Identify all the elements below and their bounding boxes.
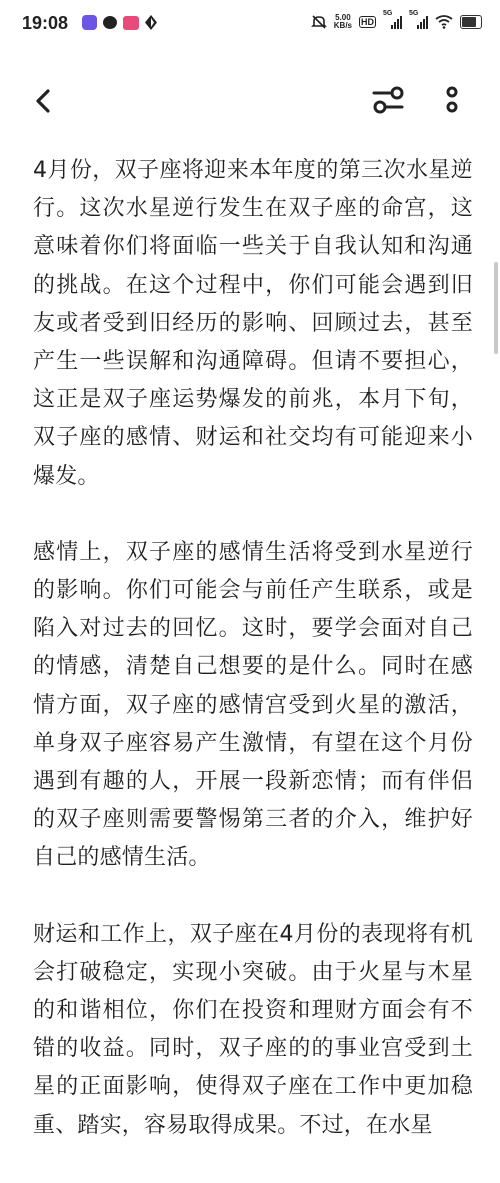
sliders-icon [368,82,408,118]
notification-icons [82,15,157,30]
cell-signal-2-icon [409,10,428,29]
shopping-app-icon [123,16,139,30]
network-speed-value: 5.00 [335,13,351,22]
network-speed-unit: KB/s [333,21,352,30]
article-body [33,152,473,1183]
display-settings-button[interactable] [368,82,408,118]
status-time: 19:08 [22,13,69,33]
scrollbar-thumb[interactable] [494,262,498,354]
more-vertical-icon [438,82,466,118]
app-notification-icon [82,15,97,30]
article-paragraph: 4月份，双子座将迎来本年度的第三次水星逆行。这次水星逆行发生在双子座的命宫，这意味着你们将面临一些关于自我认知和沟通的挑战。在这个过程中，你们可能会遇到旧友或者受到旧经历的影响、回顾过去，甚至产生一些误解和沟通障碍。但请不要担心，这正是双子座运势爆发的前兆，本月下旬，双子座的感情、财运和社交均有可能迎来小爆发。 [33,158,473,489]
message-icon [103,16,117,29]
status-right-icons [311,10,482,30]
status-bar [0,0,500,52]
article-paragraph: 感情上，双子座的感情生活将受到水星逆行的影响。你们可能会与前任产生联系，或是陷入对过去的回忆。这时，要学会面对自己的情感，清楚自己想要的是什么。同时在感情方面，双子座的感情宫受到火星的激活，单身双子座容易产生激情，有望在这个月份遇到有趣的人，开展一段新恋情；而有伴侣的双子座则需要警惕第三者的介入，维护好自己的感情生活。 [33,539,473,871]
cell-signal-1-icon [383,10,402,29]
mute-icon [311,14,327,30]
network-speed [334,14,352,30]
top-toolbar [0,70,500,130]
hd-voice-badge: HD [361,17,374,27]
article-paragraph: 财运和工作上，双子座在4月份的表现将有机会打破稳定，实现小突破。由于火星与木星的和谐相位，你们在投资和理财方面会有不错的收益。同时，双子座的的事业宫受到土星的正面影响，使得双子座在工作中更加稳重、踏实，容易取得成果。不过，在水星 [33,921,473,1138]
signal-2-label: 5G [409,10,419,17]
chevron-left-icon [28,84,62,118]
signal-1-label: 5G [383,10,393,17]
battery-icon [460,15,482,29]
back-button[interactable] [28,84,62,118]
wifi-icon [435,15,453,29]
more-options-button[interactable] [438,82,466,118]
diamond-app-icon [145,15,157,30]
